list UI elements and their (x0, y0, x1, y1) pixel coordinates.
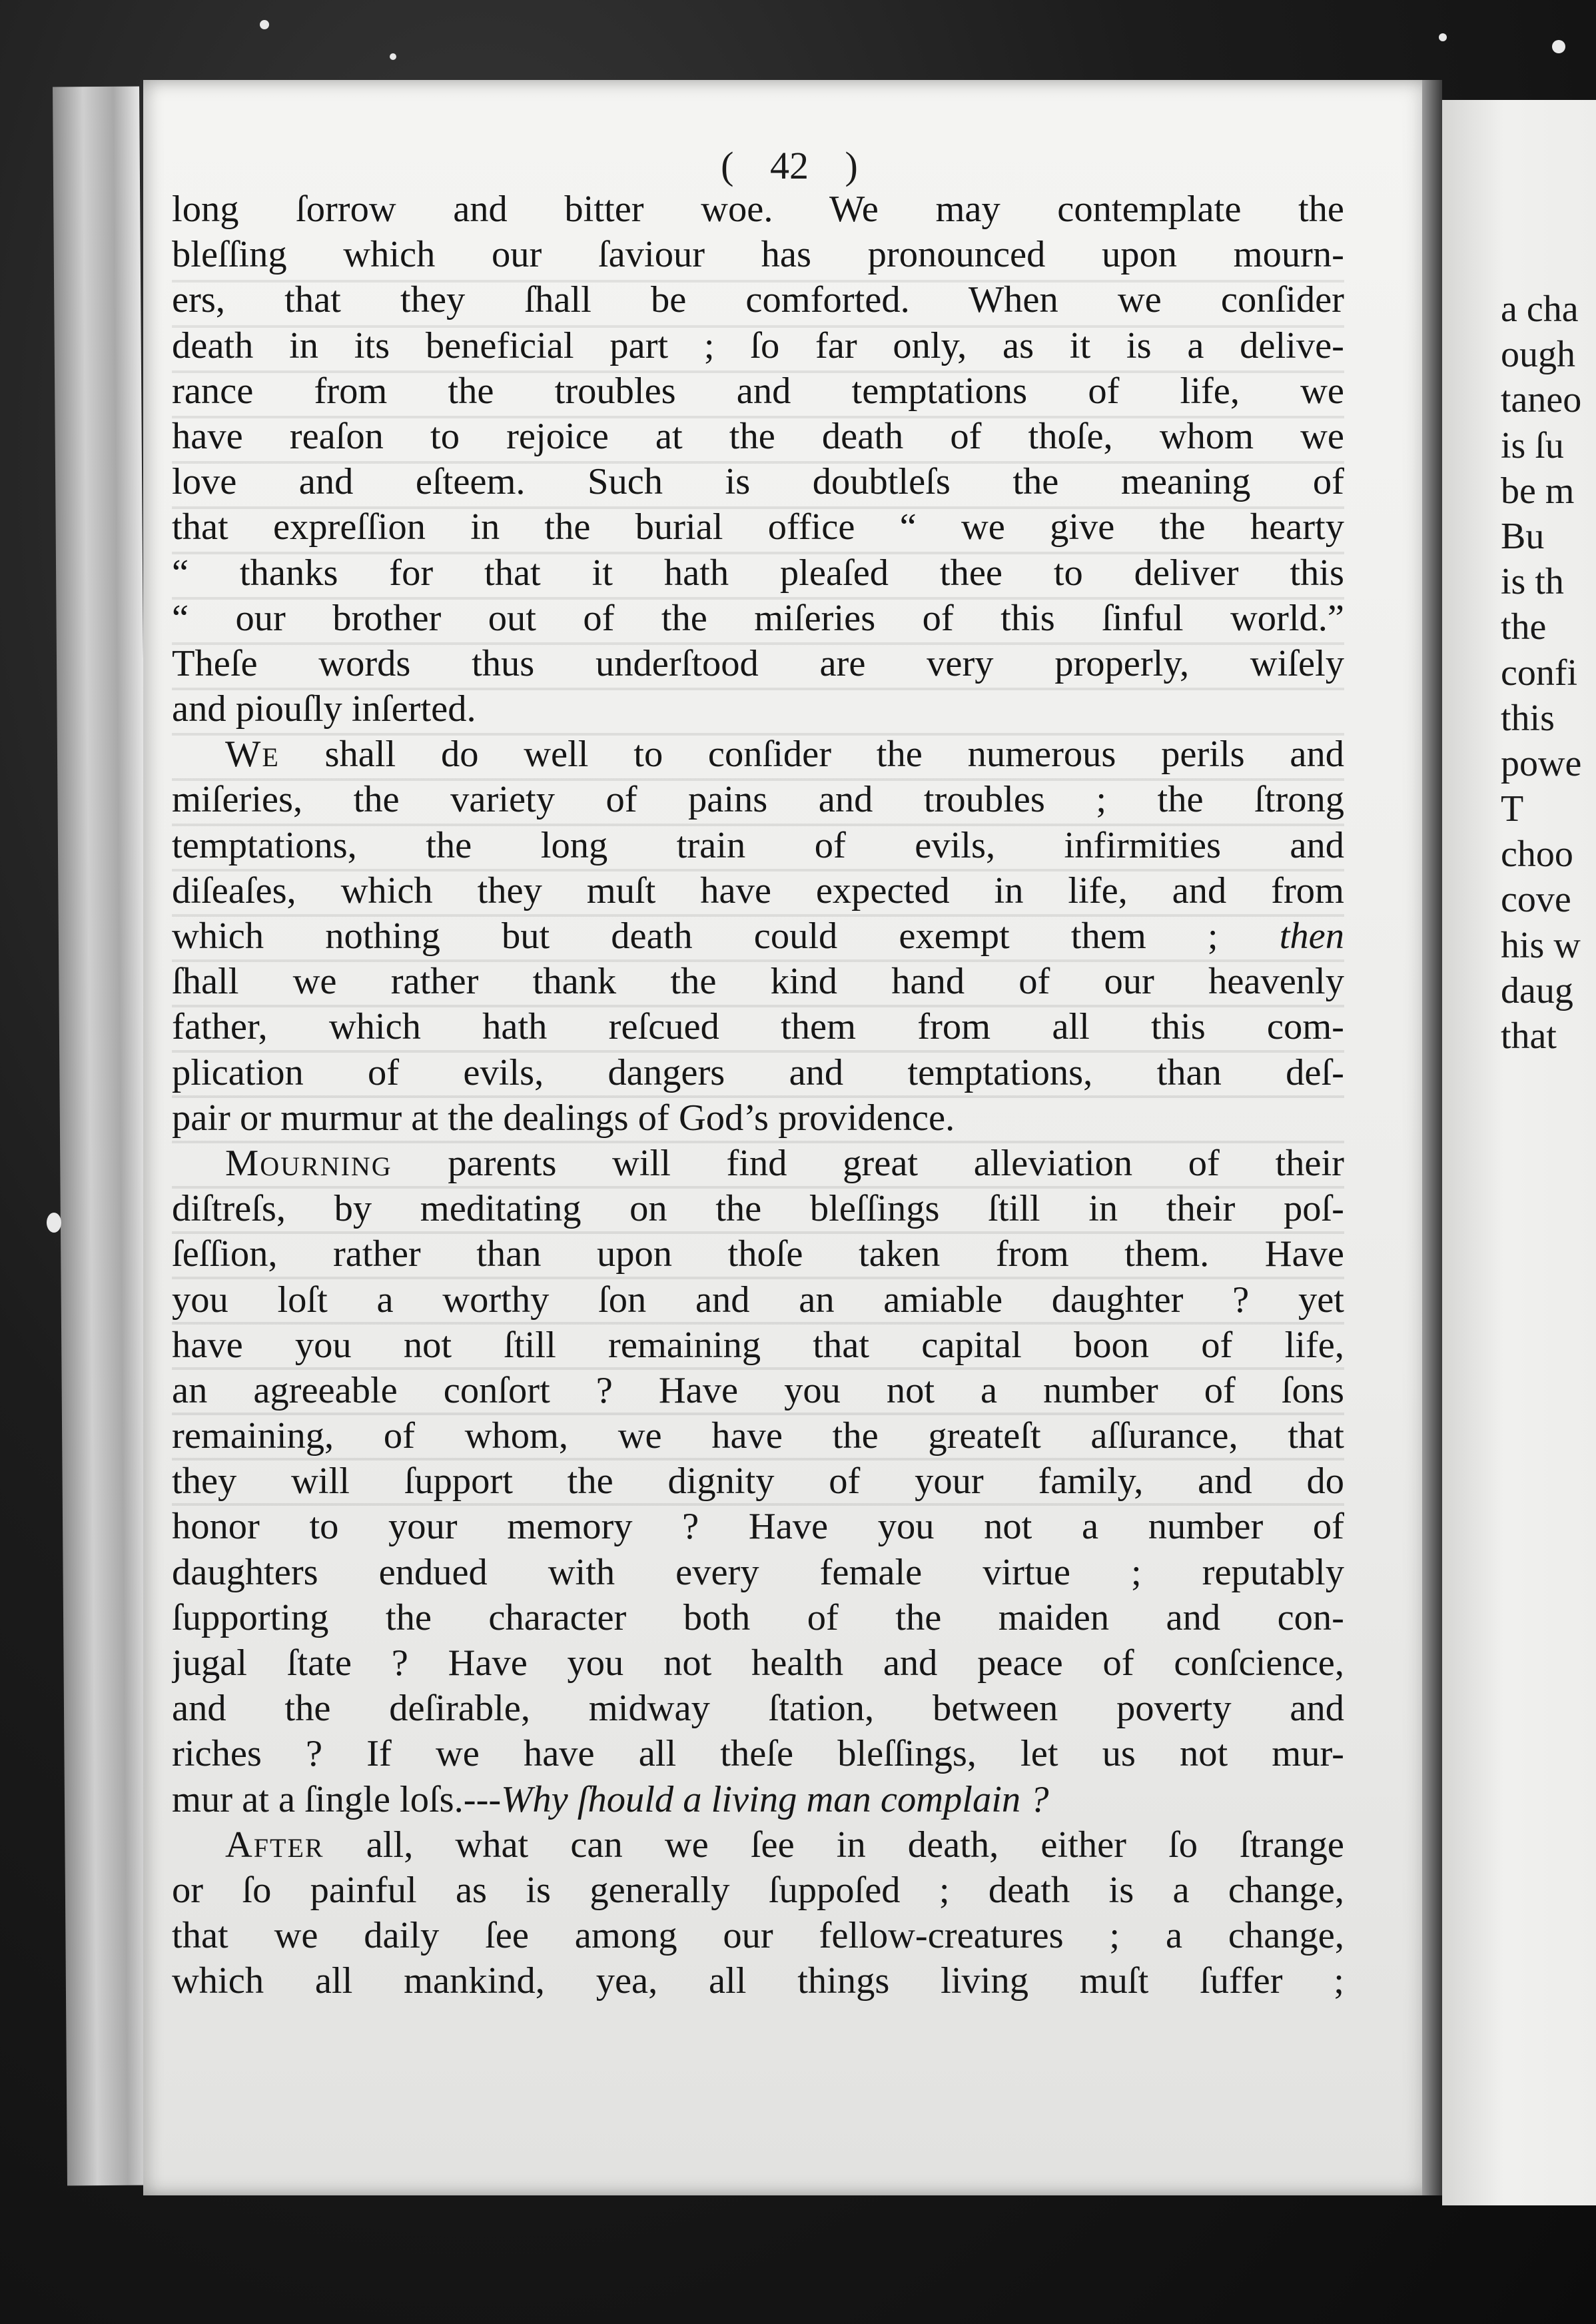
body-text (172, 187, 1344, 2004)
text-line: rance from the troubles and temptations of life, we (172, 370, 1344, 412)
text-run: parents will find great alleviation of their (448, 1142, 1344, 1184)
text-line: temptations, the long train of evils, infirmities and (172, 824, 1344, 866)
right-line: confi (1501, 652, 1578, 694)
paragraph-lead: Mourning (225, 1142, 392, 1184)
text-line: diſeaſes, which they muſt have expected in life, and from (172, 870, 1344, 911)
right-line: this (1501, 697, 1555, 739)
right-line: be m (1501, 470, 1575, 512)
paragraph-start (172, 732, 1344, 777)
right-line: ough (1501, 334, 1575, 376)
right-line: is th (1501, 561, 1564, 603)
text-line: you loſt a worthy ſon and an amiable daughter ? yet (172, 1279, 1344, 1321)
text-line: death in its beneficial part ; ſo far only, as it is a delive- (172, 324, 1344, 366)
text-line: riches ? If we have all theſe bleſſings, let us not mur- (172, 1733, 1344, 1775)
text-line: that we daily ſee among our fellow-creatures ; a change, (172, 1915, 1344, 1957)
text-line: love and eſteem. Such is doubtleſs the meaning of (172, 461, 1344, 503)
text-line: have you not ſtill remaining that capital boon of life, (172, 1324, 1344, 1366)
gutter (1422, 80, 1442, 2195)
text-line: honor to your memory ? Have you not a number of (172, 1506, 1344, 1548)
right-line: choo (1501, 834, 1573, 875)
text-line: that expreſſion in the burial office “ we give the hearty (172, 506, 1344, 548)
text-line: ſupporting the character both of the maiden and con- (172, 1596, 1344, 1638)
right-line: daug (1501, 969, 1573, 1011)
text-line: pair or murmur at the dealings of God’s providence. (172, 1097, 955, 1139)
text-line: “ our brother out of the miſeries of this ſinful world.” (172, 597, 1344, 639)
right-line: powe (1501, 742, 1582, 784)
text-run: all, what can we ſee in death, either ſo ſtrange (366, 1824, 1344, 1866)
text-line: jugal ſtate ? Have you not health and peace of conſcience, (172, 1642, 1344, 1684)
right-line: T (1501, 788, 1524, 830)
text-line: “ thanks for that it hath pleaſed thee to deliver this (172, 552, 1344, 594)
text-line: which all mankind, yea, all things living muſt ſuffer ; (172, 1960, 1344, 2002)
text-line (172, 913, 1344, 959)
right-line: the (1501, 606, 1547, 648)
text-line: miſeries, the variety of pains and troubles ; the ſtrong (172, 779, 1344, 821)
text-line: ſeſſion, rather than upon thoſe taken from them. Have (172, 1233, 1344, 1275)
right-line: his w (1501, 924, 1581, 966)
text-line: remaining, of whom, we have the greateſt aſſurance, that (172, 1415, 1344, 1457)
paragraph-lead: After (225, 1824, 324, 1866)
right-line: cove (1501, 879, 1571, 921)
text-line: Theſe words thus underſtood are very properly, wiſely (172, 642, 1344, 684)
italic-quote: Why ſhould a living man complain ? (501, 1778, 1049, 1820)
text-line: have reaſon to rejoice at the death of thoſe, whom we (172, 415, 1344, 457)
paragraph-lead: We (225, 734, 280, 776)
paragraph-start (172, 1141, 1344, 1186)
right-line: Bu (1501, 515, 1545, 557)
text-line: long ſorrow and bitter woe. We may contemplate the (172, 189, 1344, 230)
text-run: mur at a ſingle loſs.--- (172, 1778, 502, 1820)
text-line (172, 1777, 1344, 1822)
right-line: that (1501, 1015, 1557, 1057)
text-line: father, which hath reſcued them from all this com- (172, 1006, 1344, 1048)
text-line: or ſo painful as is generally ſuppoſed ; death is a change, (172, 1869, 1344, 1911)
text-line: bleſſing which our ſaviour has pronounced upon mourn- (172, 234, 1344, 276)
text-line: plication of evils, dangers and temptations, than deſ- (172, 1051, 1344, 1093)
text-line: an agreeable conſort ? Have you not a number of ſons (172, 1369, 1344, 1411)
text-run: shall do well to conſider the numerous perils and (324, 734, 1344, 776)
text-line: daughters endued with every female virtue ; reputably (172, 1551, 1344, 1593)
text-line: ſhall we rather thank the kind hand of our heavenly (172, 961, 1344, 1003)
right-line: taneo (1501, 379, 1582, 421)
paragraph-start (172, 1822, 1344, 1868)
page-number: ( 42 ) (721, 144, 858, 187)
text-line: ers, that they ſhall be comforted. When we conſider (172, 279, 1344, 321)
text-line: diſtreſs, by meditating on the bleſſings ſtill in their poſ- (172, 1188, 1344, 1230)
right-page (1442, 100, 1596, 2205)
text-line: and the deſirable, midway ſtation, between poverty and (172, 1688, 1344, 1730)
text-line: they will ſupport the dignity of your family, and do (172, 1460, 1344, 1502)
text-run: which nothing but death could exempt them ; (172, 915, 1218, 957)
italic-word: then (1279, 915, 1344, 957)
right-line: is ſu (1501, 424, 1564, 466)
right-line: a cha (1501, 289, 1579, 330)
text-line: and piouſly inſerted. (172, 688, 476, 730)
page-edge (53, 87, 154, 2186)
right-page-text (1501, 287, 1581, 1059)
